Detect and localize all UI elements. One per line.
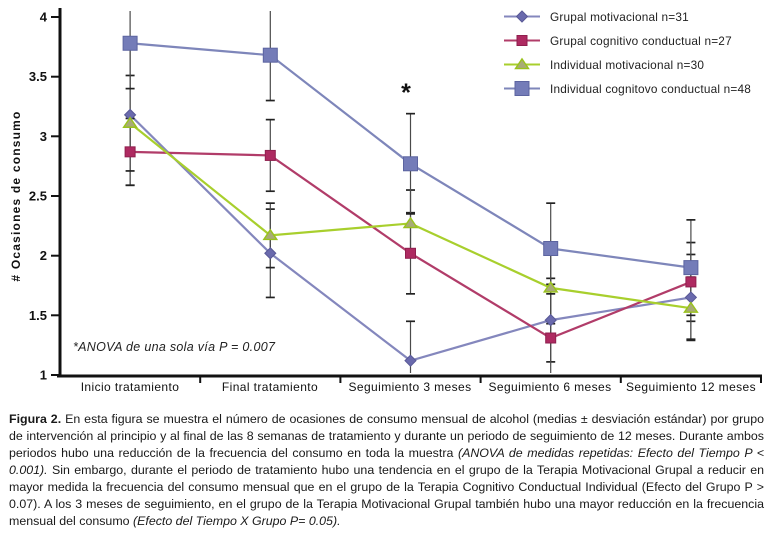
caption-figure-number: Figura 2. (9, 412, 62, 427)
x-category-label: Seguimiento 3 meses (348, 380, 472, 394)
x-category-label: Final tratamiento (221, 380, 319, 394)
y-tick-label: 3.5 (28, 69, 47, 85)
legend-square-marker-icon (503, 32, 541, 49)
caption-text: En esta figura se muestra el número de ocasiones de consumo mensual de alcohol (medias ± desviación estándar) por grupo de intervención al principio y al final de las 8 semanas de tratamiento y durante un periodo de seguimiento de 12 meses. Durante ambos periodos hubo una reducción de la frecuencia del consumo en toda la muestra (9, 412, 764, 461)
y-tick-label: 1 (39, 367, 47, 383)
legend-square-marker-icon (503, 80, 541, 97)
legend-label: Individual cognitovo conductual n=48 (550, 81, 752, 96)
legend-triangle-marker-icon (503, 56, 541, 73)
y-tick-label: 2 (39, 248, 47, 264)
chart-legend (503, 8, 751, 104)
caption-stat-italic: (ANOVA de medidas repetidas: Efecto del Tiempo P < 0.001). (9, 446, 764, 478)
figure-caption (9, 411, 764, 529)
legend-item-grupal-motivacional (503, 8, 751, 25)
anova-note: *ANOVA de una sola vía P = 0.007 (73, 340, 276, 354)
legend-item-individual-motivacional (503, 56, 751, 73)
x-category-label: Seguimiento 6 meses (488, 380, 612, 394)
legend-item-grupal-cognitivo-conductual (503, 32, 751, 49)
legend-label: Individual motivacional n=30 (550, 57, 705, 72)
y-axis-ticks (51, 17, 59, 375)
y-tick-label: 2.5 (28, 188, 47, 204)
y-axis-title: # Ocasiones de consumo (9, 110, 23, 282)
caption-text: Sin embargo, durante el periodo de tratamiento hubo una tendencia en el grupo de la Terapia Motivacional Grupal a reducir en mayor medida la frecuencia del consumo mensual que en el grupo de la Terapia Cognitivo Conductual Individual (Efecto del Grupo P > 0.07). A los 3 meses de seguimiento, en el grupo de la Terapia Motivacional Grupal también hubo una mayor reducción en la frecuencia mensual del consumo (9, 463, 764, 528)
significance-asterisk: * (401, 79, 411, 107)
y-tick-label: 4 (39, 9, 47, 25)
x-category-label: Seguimiento 12 meses (625, 380, 757, 394)
legend-diamond-marker-icon (503, 8, 541, 25)
y-tick-label: 3 (39, 128, 47, 144)
x-category-label: Inicio tratamiento (80, 380, 180, 394)
y-tick-label: 1.5 (28, 307, 47, 323)
legend-label: Grupal motivacional n=31 (550, 9, 689, 24)
legend-item-individual-cognitivo-conductual (503, 80, 751, 97)
legend-label: Grupal cognitivo conductual n=27 (550, 33, 732, 48)
caption-stat-italic: (Efecto del Tiempo X Grupo P= 0.05). (132, 513, 341, 528)
